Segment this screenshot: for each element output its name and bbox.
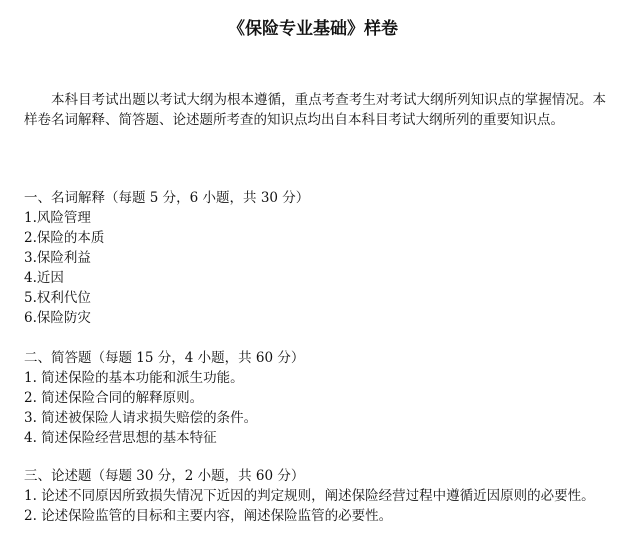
question-text: 权利代位 xyxy=(36,290,91,306)
question-item xyxy=(24,228,614,248)
question-number: 5. xyxy=(24,290,37,306)
question-text: 保险防灾 xyxy=(36,310,91,326)
question-item xyxy=(24,248,614,268)
question-number: 1. xyxy=(24,370,42,386)
question-item xyxy=(24,288,614,308)
section-essay xyxy=(24,466,614,526)
question-item xyxy=(24,388,614,408)
section-heading: 三、论述题（每题 30 分，2 小题，共 60 分） xyxy=(24,468,305,484)
question-item xyxy=(24,428,614,448)
question-number: 1. xyxy=(24,488,42,504)
question-number: 3. xyxy=(24,410,42,426)
section-short-answer xyxy=(24,348,614,448)
question-text: 保险的本质 xyxy=(36,230,105,246)
question-text: 近因 xyxy=(36,270,64,286)
question-number: 6. xyxy=(24,310,37,326)
section-heading: 一、名词解释（每题 5 分，6 小题，共 30 分） xyxy=(24,190,310,206)
question-item xyxy=(24,486,614,506)
question-number: 2. xyxy=(24,230,37,246)
question-text: 论述不同原因所致损失情况下近因的判定规则，阐述保险经营过程中遵循近因原则的必要性。 xyxy=(41,488,595,504)
question-text: 简述被保险人请求损失赔偿的条件。 xyxy=(41,410,258,426)
page-title: 《保险专业基础》样卷 xyxy=(228,19,398,39)
question-item xyxy=(24,308,614,328)
question-number: 4. xyxy=(24,430,42,446)
question-item xyxy=(24,506,614,526)
question-item xyxy=(24,208,614,228)
question-item xyxy=(24,408,614,428)
question-number: 3. xyxy=(24,250,37,266)
question-text: 风险管理 xyxy=(36,210,91,226)
question-text: 简述保险经营思想的基本特征 xyxy=(41,430,217,446)
question-item xyxy=(24,268,614,288)
question-number: 2. xyxy=(24,508,42,524)
question-text: 论述保险监管的目标和主要内容，阐述保险监管的必要性。 xyxy=(41,508,393,524)
section-heading: 二、简答题（每题 15 分，4 小题，共 60 分） xyxy=(24,350,305,366)
question-text: 简述保险合同的解释原则。 xyxy=(41,390,204,406)
question-number: 2. xyxy=(24,390,42,406)
section-term-definitions xyxy=(24,188,614,328)
intro-paragraph: 本科目考试出题以考试大纲为根本遵循，重点考查考生对考试大纲所列知识点的掌握情况。本样卷名词解释、简答题、论述题所考查的知识点均出自本科目考试大纲所列的重要知识点。 xyxy=(24,92,606,128)
question-text: 简述保险的基本功能和派生功能。 xyxy=(41,370,244,386)
question-number: 4. xyxy=(24,270,37,286)
question-number: 1. xyxy=(24,210,37,226)
question-item xyxy=(24,368,614,388)
question-text: 保险利益 xyxy=(36,250,91,266)
